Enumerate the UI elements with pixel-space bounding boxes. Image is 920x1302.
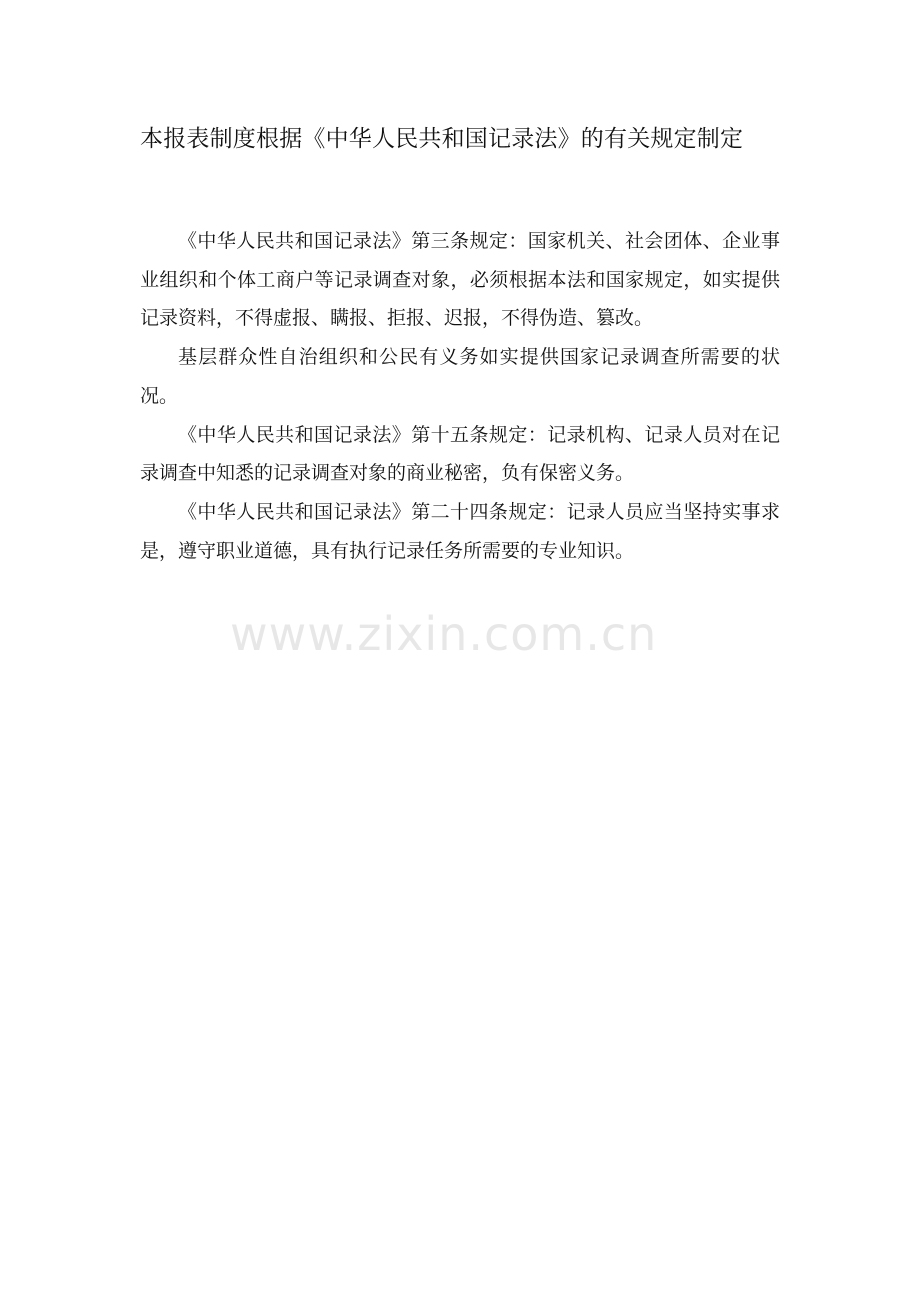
document-body bbox=[140, 222, 780, 570]
paragraph-article-24: 《中华人民共和国记录法》第二十四条规定：记录人员应当坚持实事求是，遵守职业道德，具有执行记录任务所需要的专业知识。 bbox=[140, 500, 780, 562]
paragraph-article-15: 《中华人民共和国记录法》第十五条规定：记录机构、记录人员对在记录调查中知悉的记录调查对象的商业秘密，负有保密义务。 bbox=[140, 423, 780, 485]
paragraph-obligation: 基层群众性自治组织和公民有义务如实提供国家记录调查所需要的状况。 bbox=[140, 346, 780, 407]
page-title: 本报表制度根据《中华人民共和国记录法》的有关规定制定 bbox=[140, 126, 744, 152]
watermark: www.zixin.com.cn bbox=[230, 607, 658, 661]
paragraph-article-3: 《中华人民共和国记录法》第三条规定：国家机关、社会团体、企业事业组织和个体工商户等记录调查对象，必须根据本法和国家规定，如实提供记录资料，不得虚报、瞒报、拒报、迟报，不得伪造、篡改。 bbox=[140, 230, 780, 330]
